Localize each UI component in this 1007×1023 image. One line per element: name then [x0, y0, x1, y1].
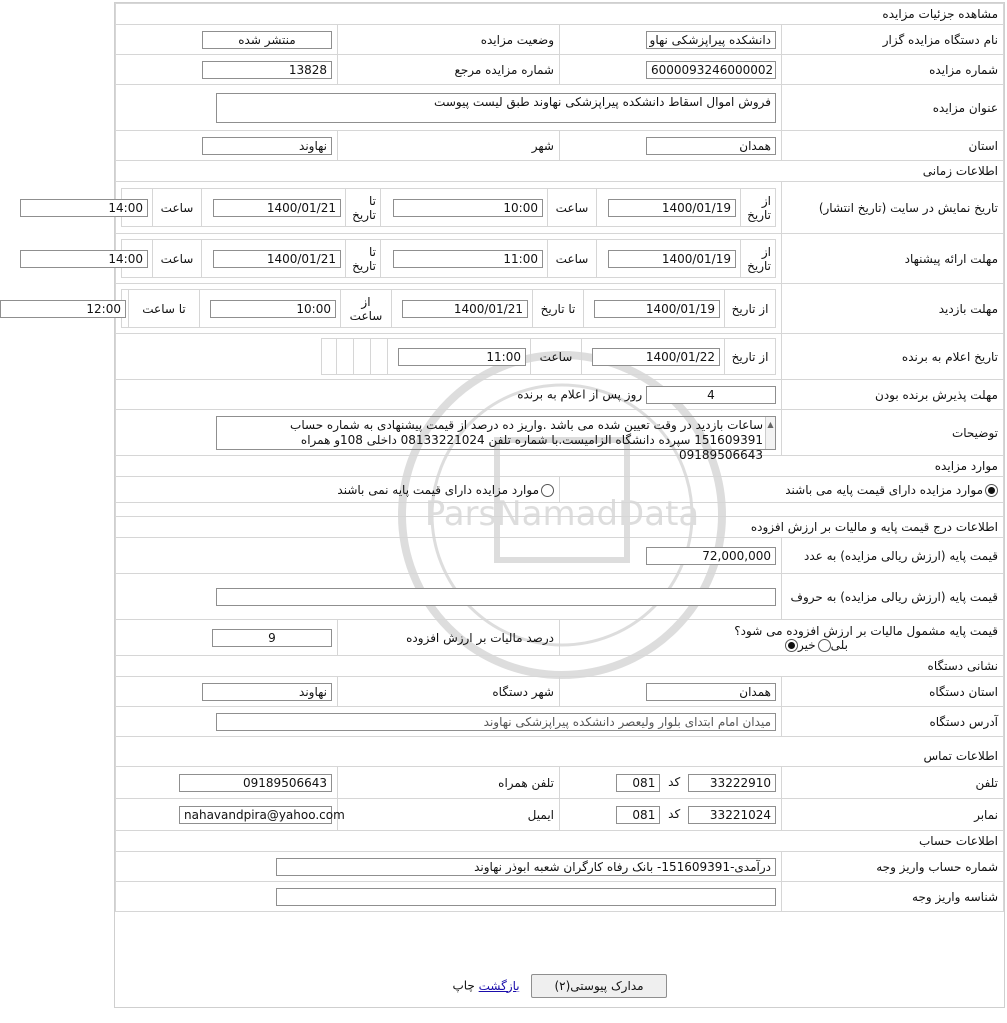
description-line-1: ساعات بازدید در وقت تعیین شده می باشد .واریز ده درصد از قیمت پیشنهادی به شماره حساب: [290, 417, 763, 432]
winner-announce-from-label: از تاریخ: [725, 339, 776, 375]
email-label: ایمیل: [338, 799, 560, 831]
phone-code-label: کد: [668, 775, 681, 789]
account-number-label: شماره حساب واریز وجه: [782, 852, 1004, 882]
publish-to-time-label: ساعت: [153, 189, 202, 227]
watermark-text: ParsNamadData: [424, 494, 700, 534]
publish-range: [108, 188, 776, 227]
publish-from-time[interactable]: 10:00: [393, 199, 543, 217]
visit-from-time-label: از ساعت: [341, 290, 392, 328]
visit-range: [86, 289, 776, 328]
page-title: مشاهده جزئیات مزایده: [116, 4, 1004, 25]
vat-no-label: خیر: [798, 637, 816, 652]
vat-question-cell: [560, 620, 1004, 656]
offer-to-time[interactable]: 14:00: [20, 250, 148, 268]
description-label: توضیحات: [782, 410, 1004, 456]
device-province-field[interactable]: همدان: [646, 683, 776, 701]
back-link[interactable]: بازگشت: [478, 978, 520, 993]
province-field[interactable]: همدان: [646, 137, 776, 155]
status-field[interactable]: منتشر شده: [202, 31, 332, 49]
empty-cell: [354, 339, 371, 375]
auctioneer-field[interactable]: دانشکده پیراپزشکی نهاو: [646, 31, 776, 49]
reference-number-label: شماره مزایده مرجع: [338, 55, 560, 85]
visit-label: مهلت بازدید: [782, 284, 1004, 334]
subject-label: عنوان مزایده: [782, 85, 1004, 131]
without-base-radio-icon[interactable]: [541, 484, 554, 497]
option-without-base-cell: [116, 477, 560, 503]
contact-section-title: اطلاعات تماس: [116, 737, 1004, 767]
attachments-button[interactable]: مدارک پیوستی(۲): [531, 974, 666, 998]
status-label: وضعیت مزایده: [338, 25, 560, 55]
publish-to-label: تا تاریخ: [346, 189, 381, 227]
fax-code-field[interactable]: 081: [616, 806, 660, 824]
items-section-title: موارد مزایده: [116, 456, 1004, 477]
empty-cell: [371, 339, 388, 375]
winner-announce-time[interactable]: 11:00: [398, 348, 526, 366]
footer-actions: [112, 974, 1007, 998]
offer-from-date[interactable]: 1400/01/19: [608, 250, 736, 268]
auctioneer-label: نام دستگاه مزایده گزار: [782, 25, 1004, 55]
spacer-row: [116, 503, 1004, 517]
phone-code-field[interactable]: 081: [616, 774, 660, 792]
vat-no-radio-icon[interactable]: [785, 639, 798, 652]
offer-to-date[interactable]: 1400/01/21: [213, 250, 341, 268]
province-label: استان: [782, 131, 1004, 161]
visit-to-time[interactable]: 12:00: [0, 300, 126, 318]
address-section-title: نشانی دستگاه: [116, 656, 1004, 677]
description-field[interactable]: [216, 416, 776, 462]
details-table: [86, 3, 1004, 912]
base-number-label: قیمت پایه (ارزش ریالی مزایده) به عدد: [782, 538, 1004, 574]
account-section-title: اطلاعات حساب: [116, 831, 1004, 852]
auction-number-label: شماره مزایده: [782, 55, 1004, 85]
pricing-section-title: اطلاعات درج قیمت پایه و مالیات بر ارزش افزوده: [116, 517, 1004, 538]
visit-from-date-label: از تاریخ: [725, 290, 776, 328]
option-with-base-label: موارد مزایده دارای قیمت پایه می باشند: [785, 482, 983, 497]
empty-cell: [322, 339, 337, 375]
account-id-field[interactable]: [276, 888, 776, 906]
device-city-label: شهر دستگاه: [338, 677, 560, 707]
winner-announce-range: [321, 338, 776, 375]
winner-announce-time-label: ساعت: [531, 339, 582, 375]
winner-accept-days-field[interactable]: 4: [646, 386, 776, 404]
offer-label: مهلت ارائه پیشنهاد: [782, 234, 1004, 284]
device-address-label: آدرس دستگاه: [782, 707, 1004, 737]
base-number-field[interactable]: 72,000,000: [646, 547, 776, 565]
visit-from-time[interactable]: 10:00: [210, 300, 336, 318]
reference-number-field[interactable]: 13828: [202, 61, 332, 79]
city-label: شهر: [338, 131, 560, 161]
base-words-label: قیمت پایه (ارزش ریالی مزایده) به حروف: [782, 574, 1004, 620]
device-address-field[interactable]: میدان امام ابتدای بلوار ولیعصر دانشکده پیراپزشکی نهاوند: [216, 713, 776, 731]
winner-accept-suffix: روز پس از اعلام به برنده: [517, 387, 643, 401]
visit-to-date[interactable]: 1400/01/21: [402, 300, 528, 318]
city-field[interactable]: نهاوند: [202, 137, 332, 155]
fax-code-label: کد: [668, 807, 681, 821]
subject-field[interactable]: فروش اموال اسقاط دانشکده پیراپزشکی نهاوند طبق لیست پیوست: [216, 93, 776, 123]
winner-accept-label: مهلت پذیرش برنده بودن: [782, 380, 1004, 410]
vat-yes-radio-icon[interactable]: [818, 639, 831, 652]
winner-announce-date[interactable]: 1400/01/22: [592, 348, 720, 366]
publish-from-time-label: ساعت: [548, 189, 597, 227]
device-province-label: استان دستگاه: [782, 677, 1004, 707]
description-scrollbar[interactable]: ▲: [765, 417, 775, 449]
account-id-label: شناسه واریز وجه: [782, 882, 1004, 912]
empty-cell: [337, 339, 354, 375]
description-line-2: 151609391 سپرده دانشگاه الزامیست.با شماره تلفن 08133221024 داخلی 108و همراه 09189506643: [300, 432, 763, 462]
vat-percent-field[interactable]: 9: [212, 629, 332, 647]
vat-question: قیمت پایه مشمول مالیات بر ارزش افزوده می شود؟: [734, 623, 998, 638]
phone-label: تلفن: [782, 767, 1004, 799]
offer-to-time-label: ساعت: [153, 240, 202, 278]
publish-label: تاریخ نمایش در سایت (تاریخ انتشار): [782, 182, 1004, 234]
with-base-radio-icon[interactable]: [985, 484, 998, 497]
visit-to-date-label: تا تاریخ: [533, 290, 584, 328]
option-with-base-cell: [560, 477, 1004, 503]
timing-section-title: اطلاعات زمانی: [116, 161, 1004, 182]
visit-from-date[interactable]: 1400/01/19: [594, 300, 720, 318]
publish-to-date[interactable]: 1400/01/21: [213, 199, 341, 217]
email-field[interactable]: nahavandpira@yahoo.com: [179, 806, 332, 824]
offer-from-time[interactable]: 11:00: [393, 250, 543, 268]
visit-to-time-label: تا ساعت: [129, 290, 200, 328]
auction-number-field[interactable]: 6000093246000002: [646, 61, 776, 79]
offer-range: [108, 239, 776, 278]
offer-from-label: از تاریخ: [741, 240, 776, 278]
publish-from-label: از تاریخ: [741, 189, 776, 227]
vat-options: [783, 638, 848, 652]
mobile-label: تلفن همراه: [338, 767, 560, 799]
fax-field[interactable]: 33221024: [688, 806, 776, 824]
offer-from-time-label: ساعت: [548, 240, 597, 278]
option-without-base-label: موارد مزایده دارای قیمت پایه نمی باشند: [337, 482, 539, 497]
base-words-field[interactable]: [216, 588, 776, 606]
mobile-field[interactable]: 09189506643: [179, 774, 332, 792]
publish-from-date[interactable]: 1400/01/19: [608, 199, 736, 217]
details-panel: [86, 2, 1005, 1008]
vat-yes-label: بلی: [830, 637, 848, 652]
fax-label: نمابر: [782, 799, 1004, 831]
print-link[interactable]: چاپ: [452, 978, 475, 993]
winner-announce-label: تاریخ اعلام به برنده: [782, 334, 1004, 380]
account-number-field[interactable]: درآمدی-151609391- بانک رفاه کارگران شعبه ابوذر نهاوند: [276, 858, 776, 876]
publish-to-time[interactable]: 14:00: [20, 199, 148, 217]
phone-field[interactable]: 33222910: [688, 774, 776, 792]
vat-percent-label: درصد مالیات بر ارزش افزوده: [338, 620, 560, 656]
offer-to-label: تا تاریخ: [346, 240, 381, 278]
device-city-field[interactable]: نهاوند: [202, 683, 332, 701]
